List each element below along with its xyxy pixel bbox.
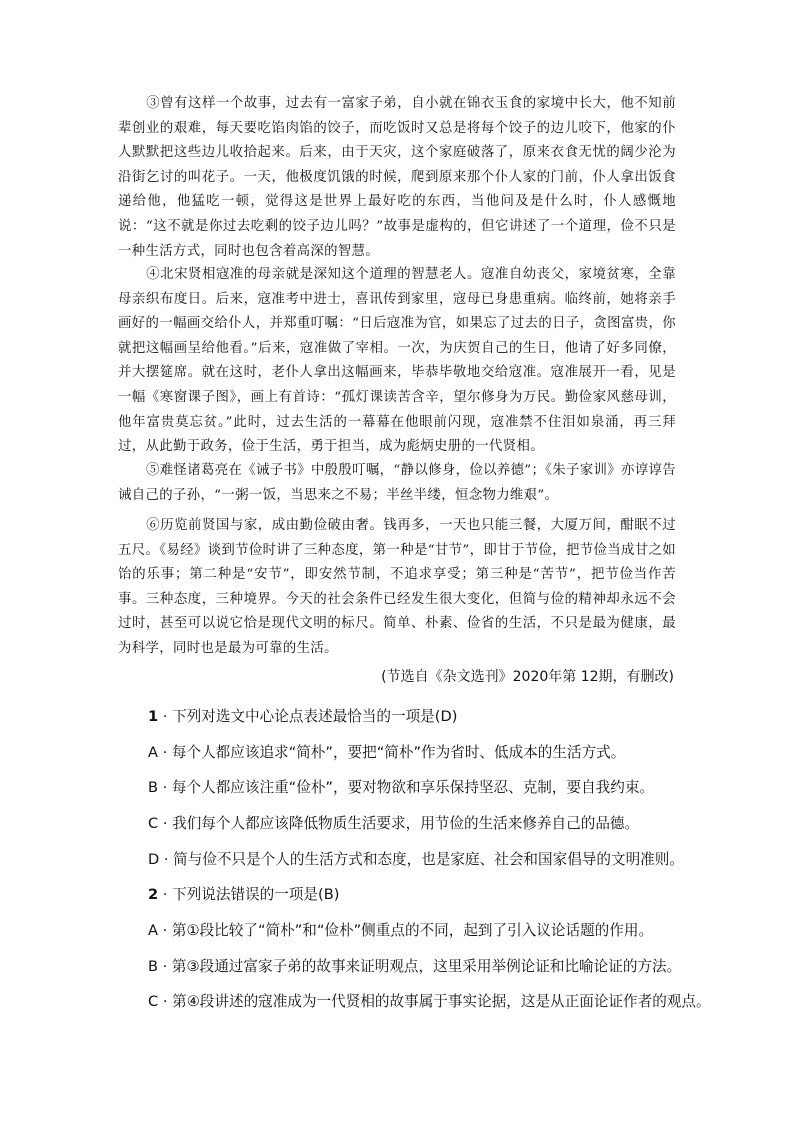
question-1-option-c: C · 我们每个人都应该降低物质生活要求，用节俭的生活来修养自己的品德。	[148, 815, 640, 832]
question-1-number: 1	[148, 708, 159, 725]
question-1-option-b: B · 每个人都应该注重“俭朴”，要对物欲和享乐保持坚忍、克制，要自我约束。	[148, 779, 655, 796]
paragraph-6	[118, 514, 676, 662]
question-2-number: 2	[148, 886, 159, 903]
source-citation: (节选自《杂文选刊》2020年第 12期，有删改)	[381, 669, 674, 685]
question-1-stem: 1 · 下列对选文中心论点表述最恰当的一项是(D)	[148, 708, 458, 725]
question-2-stem: 2 · 下列说法错误的一项是(B)	[148, 886, 340, 903]
question-2-option-b: B · 第③段通过富家子弟的故事来证明观点，这里采用举例论证和比喻论证的方法。	[148, 958, 682, 975]
question-2-option-a: A · 第①段比较了“简朴”和“俭朴”侧重点的不同，起到了引入议论话题的作用。	[148, 922, 654, 939]
paragraph-6-text: ⑥历览前贤国与家，成由勤俭破由奢。钱再多，一天也只能三餐，大厦万间，酣眠不过五尺。《易经》谈到节俭时讲了三种态度，第一种是“甘节”，即甘于节俭，把节俭当成甘之如饴的乐事；第二种是“安节”，即安然节制，不追求享受；第三种是“苦节”，把节俭当作苦事。三种态度，三种境界。今天的社会条件已经发生很大变化，但简与俭的精神却永远不会过时，甚至可以说它恰是现代文明的标尺。简单、朴素、俭省的生活，不只是最为健康，最为科学，同时也是最为可靠的生活。	[118, 518, 676, 656]
paragraph-3	[118, 92, 676, 264]
paragraph-5-text: ⑤难怪诸葛亮在《诫子书》中殷殷叮嘱，“静以修身，俭以养德”；《朱子家训》亦谆谆告诫自己的子孙，“一粥一饭，当思来之不易；半丝半缕，恒念物力维艰”。	[118, 463, 676, 503]
paragraph-5	[118, 459, 676, 508]
paragraph-3-text: ③曾有这样一个故事，过去有一富家子弟，自小就在锦衣玉食的家境中长大，他不知前辈创业的艰难，每天要吃馅肉馅的饺子，而吃饭时又总是将每个饺子的边儿咬下，他家的仆人默默把这些边儿收拾起来。后来，由于天灾，这个家庭破落了，原来衣食无忧的阔少沦为沿街乞讨的叫花子。一天，他极度饥饿的时候，爬到原来那个仆人家的门前，仆人拿出饭食递给他，他猛吃一顿，觉得这是世界上最好吃的东西，当他问及是什么时，仆人感慨地说：“这不就是你过去吃剩的饺子边儿吗？”故事是虚构的，但它讲述了一个道理，俭不只是一种生活方式，同时也包含着高深的智慧。	[118, 96, 676, 259]
paragraph-4	[118, 263, 676, 460]
question-2-text: 下列说法错误的一项是(B)	[172, 886, 340, 903]
question-2-option-c: C · 第④段讲述的寇准成为一代贤相的故事属于事实论据，这是从正面论证作者的观点。	[148, 993, 711, 1010]
question-1-text: 下列对选文中心论点表述最恰当的一项是(D)	[172, 708, 458, 725]
paragraph-4-text: ④北宋贤相寇准的母亲就是深知这个道理的智慧老人。寇准自幼丧父，家境贫寒，全靠母亲织布度日。后来，寇准考中进士，喜讯传到家里，寇母已身患重病。临终前，她将亲手画好的一幅画交给仆人，并郑重叮嘱：“日后寇准为官，如果忘了过去的日子，贪图富贵，你就把这幅画呈给他看。”后来，寇准做了宰相。一次，为庆贺自己的生日，他请了好多同僚，并大摆筵席。就在这时，老仆人拿出这幅画来，毕恭毕敬地交给寇准。寇准展开一看，见是一幅《寒窗课子图》，画上有首诗：“孤灯课读苦含辛，望尔修身为万民。勤俭家风慈母训，他年富贵莫忘贫。”此时，过去生活的一幕幕在他眼前闪现，寇准禁不住泪如泉涌，再三拜过，从此勤于政务，俭于生活，勇于担当，成为彪炳史册的一代贤相。	[118, 267, 676, 455]
question-1-option-d: D · 简与俭不只是个人的生活方式和态度，也是家庭、社会和国家倡导的文明准则。	[148, 851, 684, 868]
question-1-option-a: A · 每个人都应该追求“简朴”，要把“简朴”作为省时、低成本的生活方式。	[148, 744, 626, 761]
